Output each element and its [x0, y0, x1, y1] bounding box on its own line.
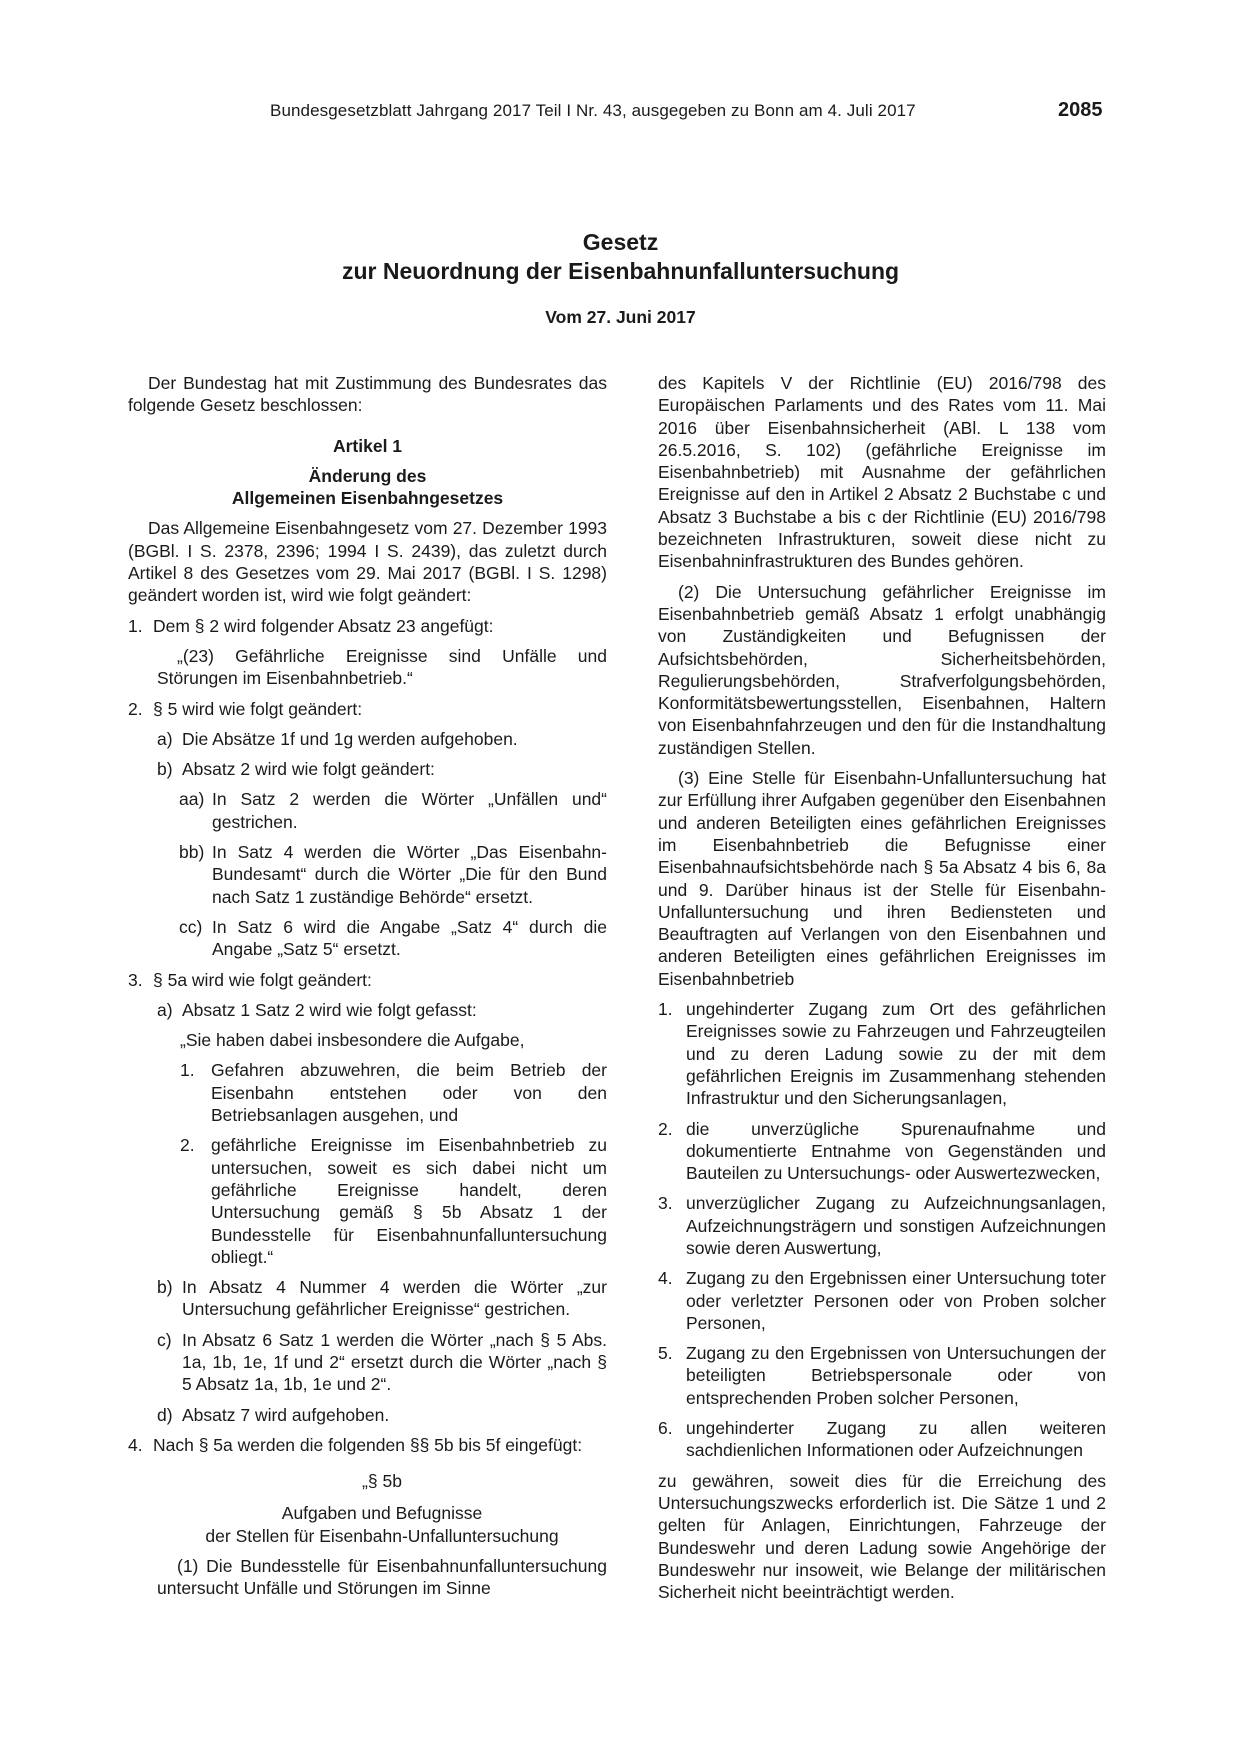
item-text: In Absatz 4 Nummer 4 werden die Wörter „zur Untersuchung gefährlicher Ereignisse“ gestrichen. — [182, 1277, 607, 1320]
paragraph-continued: des Kapitels V der Richtlinie (EU) 2016/798 des Europäischen Parlaments und des Rates vom 11. Mai 2016 über Eisenbahnsicherheit (ABl. L 138 vom 26.5.2016, S. 102) (gefährliche Ereignisse im Eisenbahnbetrieb) mit Ausnahme der gefährlichen Ereignisse auf den in Artikel 2 Absatz 2 Buchstabe c und Absatz 3 Buchstabe a bis c der Richtlinie (EU) 2016/798 bezeichneten Infrastrukturen, soweit diese nicht zu Eisenbahninfrastrukturen des Bundes gehören. — [658, 373, 1106, 572]
section-title-1: Aufgaben und Befugnisse — [281, 1503, 483, 1524]
item-letter: d) — [157, 1404, 173, 1425]
item-number: 6. — [658, 1418, 673, 1439]
item-text: In Satz 2 werden die Wörter „Unfällen und“ gestrichen. — [212, 789, 607, 832]
item-text: Zugang zu den Ergebnissen einer Untersuchung toter oder verletzter Personen oder von Proben solcher Personen, — [686, 1268, 1106, 1333]
item-text: § 5 wird wie folgt geändert: — [153, 698, 363, 719]
gazette-header: Bundesgesetzblatt Jahrgang 2017 Teil I Nr. 43, ausgegeben zu Bonn am 4. Juli 2017 — [270, 101, 916, 120]
item-number: 3. — [658, 1193, 673, 1214]
item-number: 3. — [128, 969, 143, 990]
item-number: 4. — [128, 1434, 143, 1455]
list-item — [179, 916, 607, 961]
intro-paragraph: Der Bundestag hat mit Zustimmung des Bundesrates das folgende Gesetz beschlossen: — [128, 373, 607, 416]
item-text: die unverzügliche Spurenaufnahme und dokumentierte Entnahme von Gegenständen und Bauteilen zu Untersuchungs- oder Auswertezwecken, — [686, 1118, 1106, 1184]
list-item — [128, 698, 607, 720]
page-number: 2085 — [1058, 99, 1103, 121]
section-label: „§ 5b — [362, 1471, 402, 1492]
law-title — [0, 228, 1241, 286]
list-item — [157, 999, 607, 1021]
item-text: Absatz 1 Satz 2 wird wie folgt gefasst: — [182, 999, 477, 1020]
item-text: In Absatz 6 Satz 1 werden die Wörter „nach § 5 Abs. 1a, 1b, 1e, 1f und 2“ ersetzt durch die Wörter „nach § 5 Absatz 1a, 1b, 1e und 2“. — [182, 1329, 607, 1395]
item-letter: bb) — [179, 842, 205, 863]
item-text: Gefahren abzuwehren, die beim Betrieb der Eisenbahn entstehen oder von den Betriebsanlagen ausgehen, und — [211, 1060, 607, 1126]
list-item — [157, 758, 607, 780]
article-title-1: Änderung des — [308, 465, 427, 486]
item-letter: c) — [157, 1329, 172, 1350]
item-text: unverzüglicher Zugang zu Aufzeichnungsanlagen, Aufzeichnungsträgern und sonstigen Aufzeichnungen sowie deren Auswertung, — [686, 1193, 1106, 1258]
list-item — [180, 1134, 607, 1268]
law-date: Vom 27. Juni 2017 — [545, 307, 696, 327]
list-item — [128, 1434, 607, 1456]
list-item — [658, 1267, 1106, 1334]
item-number: 2. — [658, 1118, 673, 1139]
section-title-2: der Stellen für Eisenbahn-Unfalluntersuchung — [205, 1525, 559, 1546]
list-item — [658, 1192, 1106, 1259]
item-letter: aa) — [179, 789, 205, 810]
title-line-1: Gesetz — [582, 229, 659, 255]
item-text: ungehinderter Zugang zu allen weiteren sachdienlichen Informationen oder Aufzeichnungen — [686, 1418, 1106, 1461]
list-item — [157, 1404, 607, 1426]
list-item — [658, 1417, 1106, 1462]
left-column — [128, 372, 607, 1600]
article-title-2: Allgemeinen Eisenbahngesetzes — [231, 488, 504, 509]
item-text: Die Absätze 1f und 1g werden aufgehoben. — [182, 728, 518, 749]
quote-paragraph: „(23) Gefährliche Ereignisse sind Unfälle und Störungen im Eisenbahnbetrieb.“ — [157, 645, 607, 689]
paragraph-2: (2) Die Untersuchung gefährlicher Ereignisse im Eisenbahnbetrieb gemäß Absatz 1 erfolgt unabhängig von Zuständigkeiten und Befugnissen der Aufsichtsbehörden, Sicherheitsbehörden, Regulierungsbehörden, Strafverfolgungsbehörden, Konformitätsbewertungsstellen, Eisenbahnen, Haltern von Eisenbahnfahrzeugen und den für die Instandhaltung zuständigen Stellen. — [658, 581, 1106, 758]
list-item — [128, 615, 607, 637]
list-item — [658, 998, 1106, 1109]
quote-paragraph: „Sie haben dabei insbesondere die Aufgabe, — [180, 1030, 525, 1051]
list-item — [658, 1118, 1106, 1185]
item-letter: a) — [157, 728, 173, 749]
item-text: In Satz 4 werden die Wörter „Das Eisenbahn-Bundesamt“ durch die Wörter „Die für den Bund nach Satz 1 zuständige Behörde“ ersetzt. — [212, 842, 607, 907]
item-text: Absatz 2 wird wie folgt geändert: — [182, 759, 435, 780]
item-number: 2. — [128, 698, 143, 719]
list-item — [128, 969, 607, 991]
item-number: 2. — [180, 1135, 195, 1156]
item-letter: b) — [157, 759, 173, 780]
item-text: ungehinderter Zugang zum Ort des gefährlichen Ereignisses sowie zu Fahrzeugen und Fahrzeugteilen und zu deren Ladung sowie zu der mit dem gefährlichen Ereignis im Zusammenhang stehenden Infrastruktur und den Sicherungsanlagen, — [686, 999, 1106, 1109]
right-column — [658, 372, 1106, 1603]
item-number: 4. — [658, 1268, 673, 1289]
title-line-2: zur Neuordnung der Eisenbahnunfalluntersuchung — [341, 258, 900, 284]
item-text: Dem § 2 wird folgender Absatz 23 angefügt: — [153, 615, 494, 636]
article-heading — [128, 435, 607, 510]
item-text: In Satz 6 wird die Angabe „Satz 4“ durch die Angabe „Satz 5“ ersetzt. — [212, 916, 607, 960]
paragraph-3: (3) Eine Stelle für Eisenbahn-Unfalluntersuchung hat zur Erfüllung ihrer Aufgaben gegenüber den Eisenbahnen und anderen Beteiligten eines gefährlichen Ereignisses im Eisenbahnbetrieb die Befugnisse einer Eisenbahnaufsichtsbehörde nach § 5a Absatz 4 bis 6, 8a und 9. Darüber hinaus ist der Stelle für Eisenbahn-Unfalluntersuchung und ihren Bediensteten und Beauftragten auf Verlangen von den Eisenbahnen und anderen Beteiligten eines gefährlichen Ereignisses im Eisenbahnbetrieb — [658, 768, 1106, 989]
list-item — [157, 1276, 607, 1321]
paragraph-closing: zu gewähren, soweit dies für die Erreichung des Untersuchungszwecks erforderlich ist. Die Sätze 1 und 2 gelten für Anlagen, Einrichtungen, Fahrzeuge der Bundeswehr und deren Ladung sowie Angehörige der Bundeswehr nur insoweit, wie Belange der militärischen Sicherheit nicht beeinträchtigt werden. — [658, 1470, 1106, 1603]
article-label: Artikel 1 — [332, 435, 403, 456]
list-item — [179, 788, 607, 833]
list-item — [157, 728, 607, 750]
item-text: § 5a wird wie folgt geändert: — [153, 969, 372, 990]
list-item — [180, 1059, 607, 1126]
item-text: Nach § 5a werden die folgenden §§ 5b bis 5f eingefügt: — [153, 1434, 583, 1455]
article-intro: Das Allgemeine Eisenbahngesetz vom 27. Dezember 1993 (BGBl. I S. 2378, 2396; 1994 I S. 2439), das zuletzt durch Artikel 8 des Gesetzes vom 29. Mai 2017 (BGBl. I S. 1298) geändert worden ist, wird wie folgt geändert: — [128, 518, 607, 606]
list-item — [658, 1342, 1106, 1409]
section-heading — [157, 1470, 607, 1547]
item-number: 5. — [658, 1343, 673, 1364]
section-paragraph: (1) Die Bundesstelle für Eisenbahnunfalluntersuchung untersucht Unfälle und Störungen im Sinne — [157, 1556, 607, 1599]
item-text: Zugang zu den Ergebnissen von Untersuchungen der beteiligten Betriebspersonale oder von entsprechenden Proben solcher Personen, — [686, 1343, 1106, 1408]
item-letter: cc) — [179, 916, 203, 937]
item-number: 1. — [128, 615, 143, 636]
item-number: 1. — [658, 999, 673, 1020]
item-number: 1. — [180, 1060, 195, 1081]
item-text: Absatz 7 wird aufgehoben. — [182, 1404, 390, 1425]
item-letter: a) — [157, 999, 173, 1020]
list-item — [179, 841, 607, 908]
item-text: gefährliche Ereignisse im Eisenbahnbetrieb zu untersuchen, soweit es sich dabei nicht um gefährliche Ereignisse handelt, deren Untersuchung gemäß § 5b Absatz 1 der Bundesstelle für Eisenbahnunfalluntersuchung obliegt.“ — [211, 1135, 607, 1267]
list-item — [157, 1329, 607, 1396]
item-letter: b) — [157, 1277, 173, 1298]
page-header — [0, 99, 1241, 123]
